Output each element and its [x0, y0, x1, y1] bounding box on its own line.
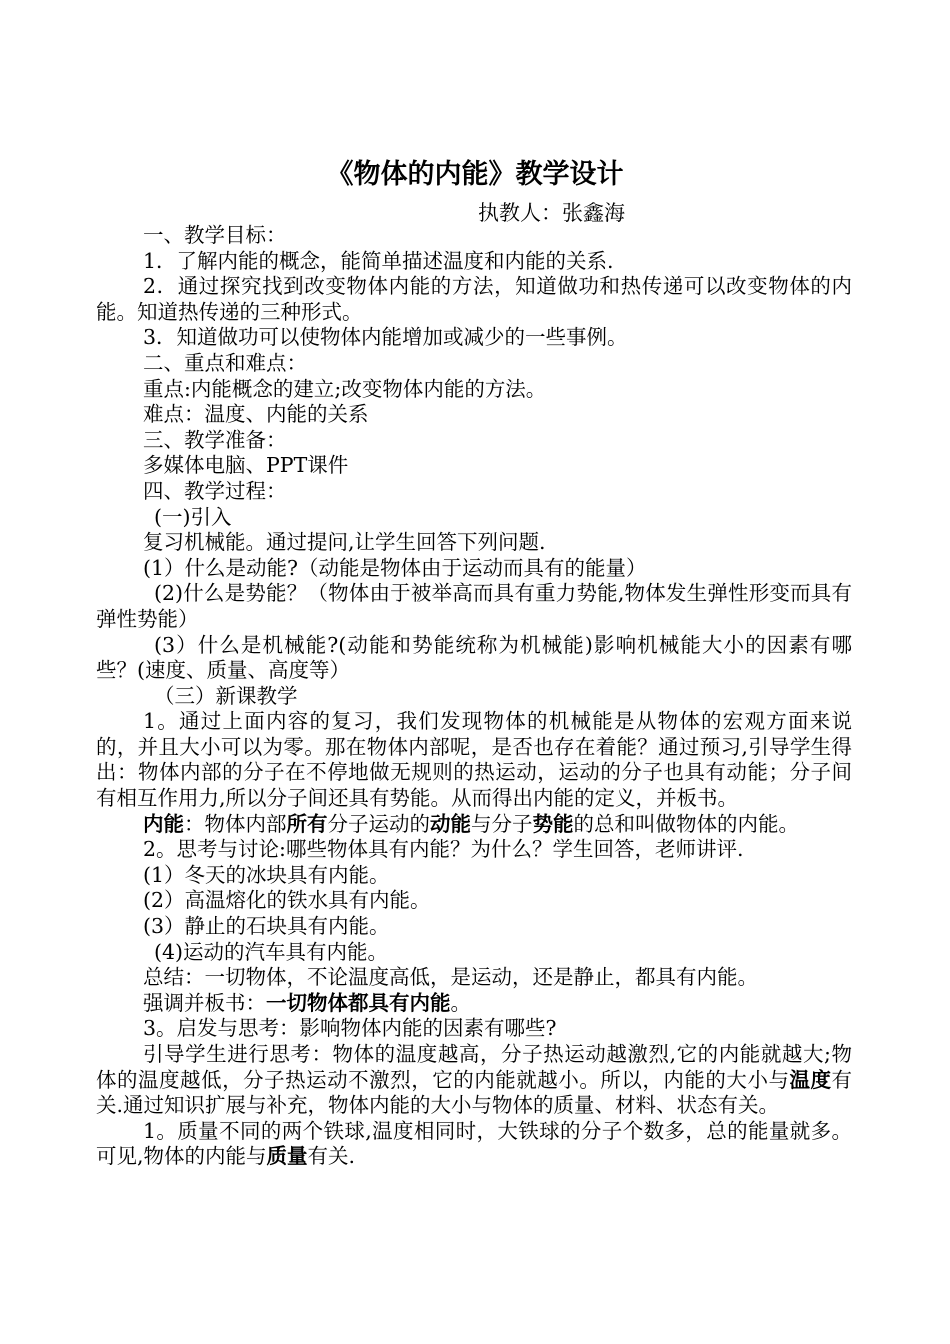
- text-run: 强调并板书：: [143, 990, 266, 1015]
- text-run: ：物体内部: [184, 811, 287, 836]
- example-1: (1）冬天的冰块具有内能。: [143, 862, 390, 887]
- mass-paragraph: [96, 1119, 852, 1170]
- paragraph-2: 2。思考与讨论:哪些物体具有内能？为什么？学生回答，老师讲评.: [143, 837, 744, 862]
- text-run: 1。质量不同的两个铁球,温度相同时，大铁球的分子个数多，总的能量就多。可见,物体的内能与: [96, 1118, 852, 1169]
- bold-term: 一切物体都具有内能: [266, 990, 451, 1015]
- question-3: (3）什么是机械能?(动能和势能统称为机械能)影响机械能大小的因素有哪些？(速度、质量、高度等）: [96, 632, 852, 683]
- document-body: [96, 223, 852, 1170]
- heading-objectives: 一、教学目标：: [143, 223, 287, 247]
- objective-1: 1．了解内能的概念，能简单描述温度和内能的关系.: [143, 248, 614, 273]
- paragraph-3: 3。启发与思考：影响物体内能的因素有哪些?: [143, 1016, 557, 1041]
- author-line: 执教人：张鑫海: [478, 201, 625, 225]
- summary: 总结：一切物体，不论温度高低，是运动，还是静止，都具有内能。: [143, 965, 758, 990]
- text-run: 分子运动的: [327, 811, 430, 836]
- question-1: (1）什么是动能?（动能是物体由于运动而具有的能量）: [143, 555, 647, 580]
- bold-term: 所有: [286, 811, 328, 836]
- text-run: 。: [450, 990, 471, 1015]
- difficult-point: 难点：温度、内能的关系: [143, 402, 369, 427]
- heading-key-points: 二、重点和难点：: [143, 350, 307, 375]
- text-run: 的总和叫做物体的内能。: [573, 811, 799, 836]
- emphasis-paragraph: [96, 991, 852, 1017]
- section-intro: (一)引入: [154, 504, 232, 529]
- example-2: (2）高温熔化的铁水具有内能。: [143, 888, 431, 913]
- bold-term: 质量: [266, 1144, 308, 1169]
- objective-3: 3．知道做功可以使物体内能增加或减少的一些事例。: [143, 325, 628, 350]
- text-run: 与分子: [471, 811, 533, 836]
- bold-term: 内能: [143, 811, 184, 836]
- review-text: 复习机械能。通过提问,让学生回答下列问题.: [143, 530, 546, 555]
- text-run: 有关.通过知识扩展与补充，物体内能的大小与物体的质量、材料、状态有关。: [96, 1067, 853, 1118]
- section-new-lesson: （三）新课教学: [154, 683, 298, 708]
- preparation-text: 多媒体电脑、PPT课件: [143, 453, 349, 478]
- definition-paragraph: [96, 812, 852, 838]
- bold-term: 动能: [430, 811, 471, 836]
- document-title: 《物体的内能》教学设计: [326, 159, 624, 190]
- objective-2: 2．通过探究找到改变物体内能的方法，知道做功和热传递可以改变物体的内能。知道热传递的三种形式。: [96, 274, 852, 324]
- heading-process: 四、教学过程：: [143, 478, 287, 503]
- text-run: 引导学生进行思考：物体的温度越高，分子热运动越激烈,它的内能就越大;物体的温度越低，分子热运动不激烈，它的内能就越小。所以，内能的大小与: [96, 1042, 852, 1092]
- example-4: (4)运动的汽车具有内能。: [154, 939, 389, 964]
- example-3: (3）静止的石块具有内能。: [143, 914, 390, 939]
- bold-term: 温度: [789, 1067, 832, 1092]
- heading-preparation: 三、教学准备：: [143, 427, 287, 452]
- bold-term: 势能: [532, 811, 574, 836]
- text-run: 有关.: [307, 1144, 356, 1169]
- key-point: 重点:内能概念的建立;改变物体内能的方法。: [143, 376, 547, 401]
- question-2: (2)什么是势能？（物体由于被举高而具有重力势能,物体发生弹性形变而具有弹性势能）: [96, 581, 852, 631]
- paragraph-1: 1。通过上面内容的复习，我们发现物体的机械能是从物体的宏观方面来说的，并且大小可以为零。那在物体内部呢，是否也存在着能？通过预习,引导学生得出：物体内部的分子在不停地做无规则的热运动，运动的分子也具有动能；分子间有相互作用力,所以分子间还具有势能。从而得出内能的定义，并板书。: [96, 709, 852, 811]
- guidance-paragraph: [96, 1042, 852, 1119]
